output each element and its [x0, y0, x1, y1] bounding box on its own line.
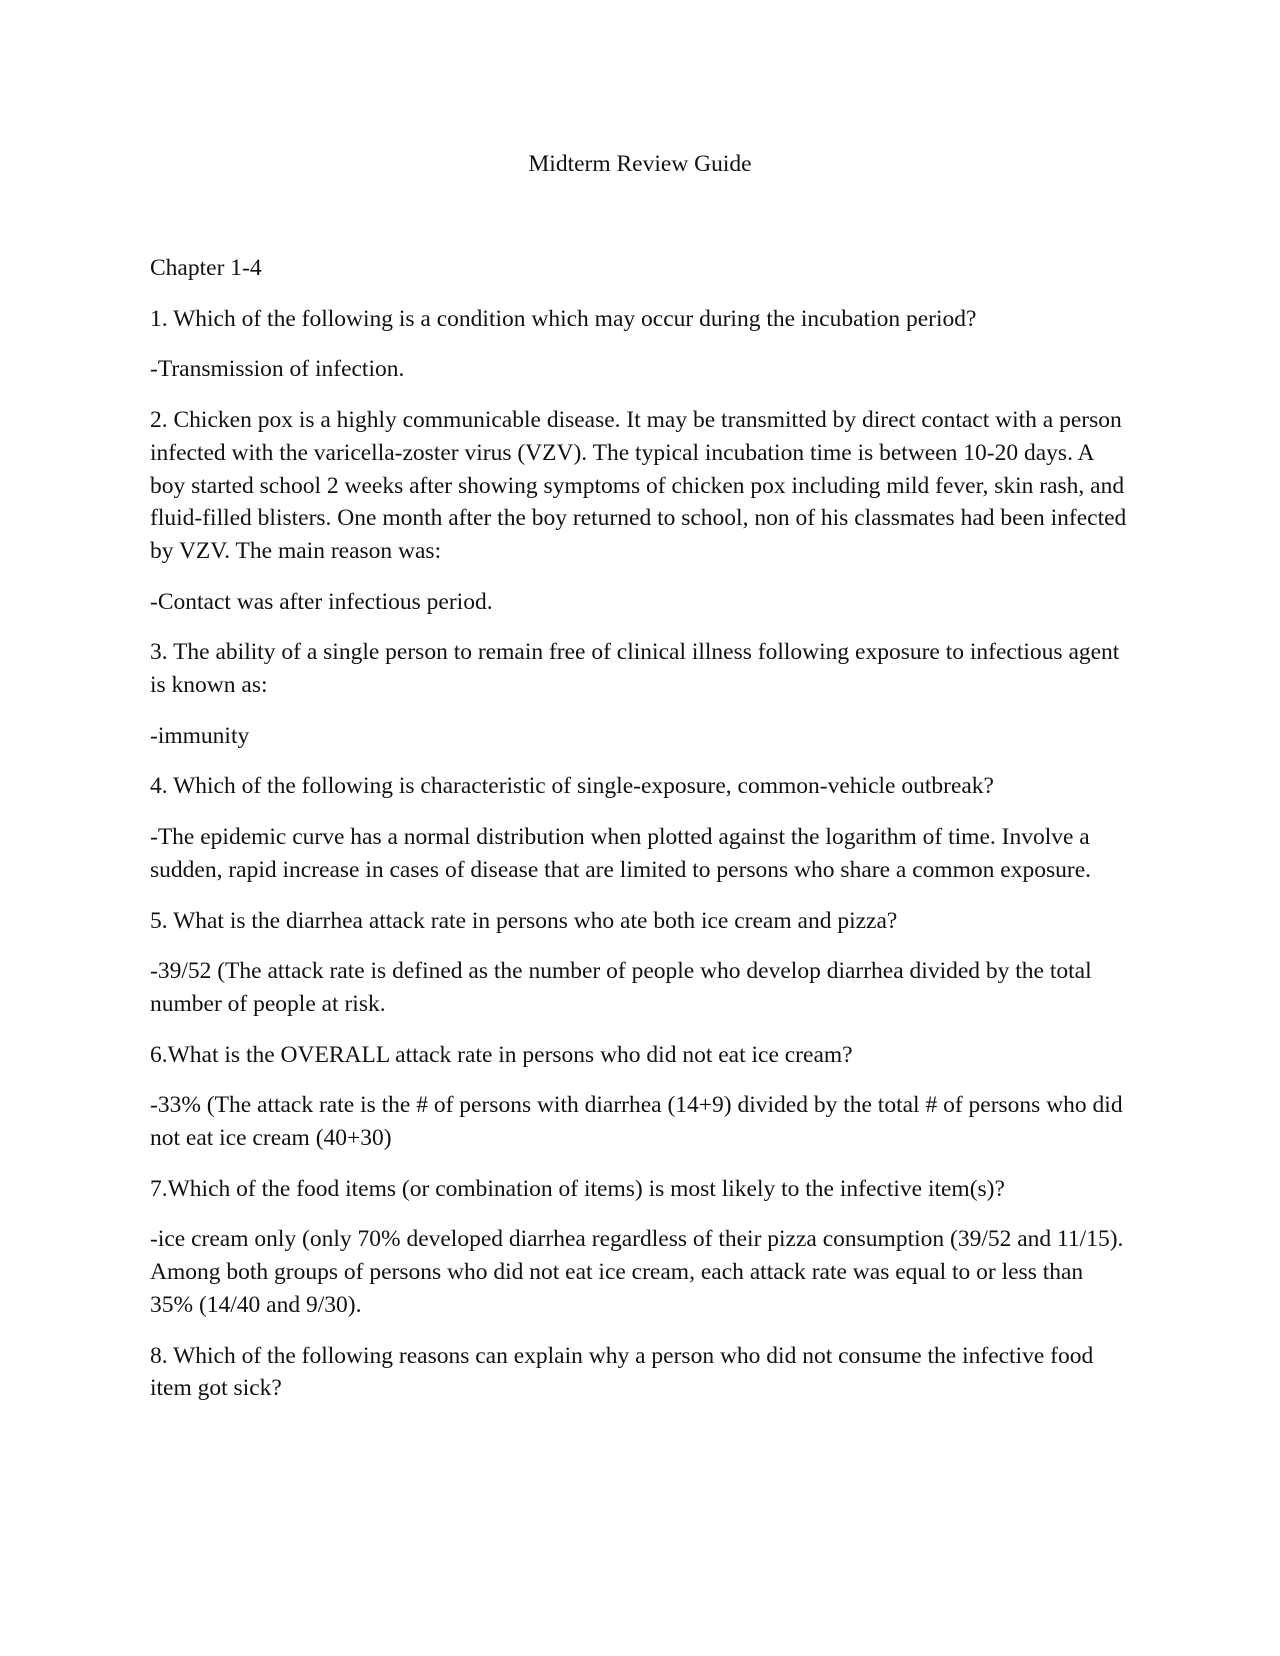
question-1: 1. Which of the following is a condition which may occur during the incubation period? — [150, 305, 977, 332]
question-8: 8. Which of the following reasons can explain why a person who did not consume the infective food item got sick? — [150, 1342, 1094, 1402]
question-6: 6.What is the OVERALL attack rate in persons who did not eat ice cream? — [150, 1041, 853, 1068]
answer-7: -ice cream only (only 70% developed diarrhea regardless of their pizza consumption (39/52 and 11/15). Among both groups of persons who did not eat ice cream, each attack rate was equal to or less than 35% (14/40 and 9/30). — [150, 1226, 1124, 1318]
answer-2: -Contact was after infectious period. — [150, 588, 493, 615]
document-title: Midterm Review Guide — [528, 151, 752, 177]
question-4: 4. Which of the following is characteristic of single-exposure, common-vehicle outbreak? — [150, 773, 994, 800]
answer-5: -39/52 (The attack rate is defined as the number of people who develop diarrhea divided by the total number of people at risk. — [150, 958, 1092, 1017]
answer-4: -The epidemic curve has a normal distribution when plotted against the logarithm of time. Involve a sudden, rapid increase in cases of disease that are limited to persons who share a common exposure. — [150, 824, 1092, 883]
question-3: 3. The ability of a single person to remain free of clinical illness following exposure to infectious agent is known as: — [150, 639, 1120, 699]
document-body — [150, 252, 1130, 1423]
question-7: 7.Which of the food items (or combination of items) is most likely to the infective item(s)? — [150, 1175, 1005, 1202]
question-2: 2. Chicken pox is a highly communicable disease. It may be transmitted by direct contact with a person infected with the varicella-zoster virus (VZV). The typical incubation time is between 10-20 days. A boy started school 2 weeks after showing symptoms of chicken pox including mild fever, skin rash, and fluid-filled blisters. One month after the boy returned to school, non of his classmates had been infected by VZV. The main reason was: — [150, 407, 1127, 564]
answer-3: -immunity — [150, 722, 250, 749]
section-heading: Chapter 1-4 — [150, 255, 262, 281]
question-5: 5. What is the diarrhea attack rate in persons who ate both ice cream and pizza? — [150, 907, 898, 934]
answer-6: -33% (The attack rate is the # of persons with diarrhea (14+9) divided by the total # of persons who did not eat ice cream (40+30) — [150, 1092, 1123, 1152]
answer-1: -Transmission of infection. — [150, 356, 405, 383]
